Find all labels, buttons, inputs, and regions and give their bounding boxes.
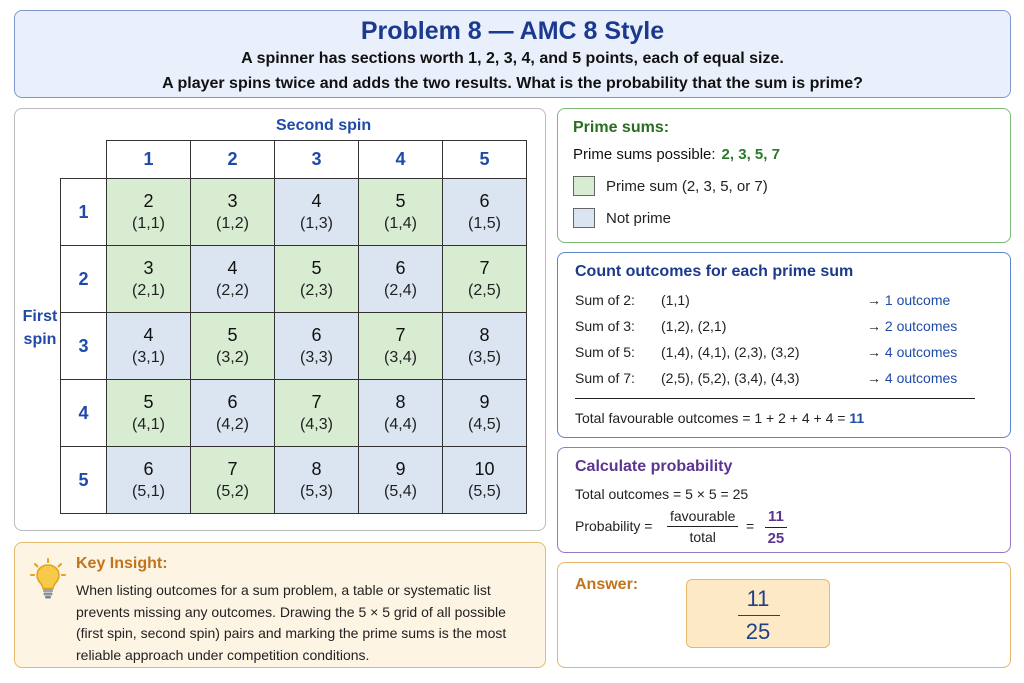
probability-result <box>765 508 787 547</box>
outcome-grid <box>60 140 527 514</box>
calculate-probability-title: Calculate probability <box>575 458 733 475</box>
grid-cell-prime <box>275 246 359 313</box>
cell-pair: (3,1) <box>132 349 165 366</box>
result-denominator: 25 <box>767 530 785 547</box>
cell-pair: (3,4) <box>384 349 417 366</box>
count-row-count: 4 outcomes <box>884 344 958 360</box>
second-spin-header-4: 4 <box>359 141 443 179</box>
cell-pair: (1,3) <box>300 215 333 232</box>
legend-prime-swatch <box>573 176 595 196</box>
cell-sum: 7 <box>395 325 406 345</box>
grid-cell-prime <box>107 380 191 447</box>
cell-sum: 7 <box>479 258 490 278</box>
total-favourable-value: 11 <box>849 410 865 426</box>
cell-sum: 8 <box>395 392 406 412</box>
cell-pair: (4,2) <box>216 416 249 433</box>
cell-pair: (1,2) <box>216 215 249 232</box>
count-row-pairs: (1,2), (2,1) <box>661 318 727 334</box>
grid-cell-not-prime <box>107 447 191 514</box>
grid-cell-prime <box>275 380 359 447</box>
answer-title: Answer: <box>575 576 639 593</box>
lightbulb-icon <box>30 558 66 600</box>
cell-sum: 9 <box>395 459 406 479</box>
cell-pair: (5,4) <box>384 483 417 500</box>
count-row-count: 2 outcomes <box>884 318 958 334</box>
prime-sums-possible-label: Prime sums possible: <box>573 146 716 163</box>
equals-sign: = <box>746 518 755 534</box>
grid-cell-not-prime <box>191 246 275 313</box>
second-spin-header-3: 3 <box>275 141 359 179</box>
grid-row <box>61 380 527 447</box>
answer-panel <box>557 562 1011 668</box>
grid-row <box>61 246 527 313</box>
grid-cell-not-prime <box>443 179 527 246</box>
grid-cell-not-prime <box>359 246 443 313</box>
arrow-icon: → <box>867 370 881 386</box>
grid-cell-not-prime <box>107 313 191 380</box>
grid-cell-not-prime <box>191 380 275 447</box>
cell-sum: 7 <box>311 392 322 412</box>
count-outcomes-title: Count outcomes for each prime sum <box>575 263 854 280</box>
total-outcomes: Total outcomes = 5 × 5 = 25 <box>575 486 749 502</box>
count-row-label: Sum of 2: <box>575 292 635 308</box>
cell-pair: (4,3) <box>300 416 333 433</box>
arrow-icon: → <box>867 318 881 334</box>
prime-sums-possible <box>573 146 780 163</box>
cell-sum: 3 <box>143 258 154 278</box>
cell-pair: (5,1) <box>132 483 165 500</box>
count-row-label: Sum of 7: <box>575 370 635 386</box>
cell-sum: 6 <box>311 325 322 345</box>
grid-cell-not-prime <box>359 447 443 514</box>
grid-corner <box>61 141 107 179</box>
cell-sum: 7 <box>227 459 238 479</box>
key-insight-title: Key Insight: <box>76 555 168 572</box>
second-spin-label: Second spin <box>276 117 372 134</box>
cell-sum: 10 <box>474 459 495 479</box>
problem-statement-line-1: A spinner has sections worth 1, 2, 3, 4, and 5 points, each of equal size. <box>241 50 784 67</box>
cell-sum: 4 <box>143 325 154 345</box>
cell-sum: 5 <box>311 258 322 278</box>
grid-cell-prime <box>107 179 191 246</box>
first-spin-header-1: 1 <box>61 179 107 246</box>
probability-label: Probability = <box>575 518 653 534</box>
cell-sum: 6 <box>227 392 238 412</box>
count-row-pairs: (2,5), (5,2), (3,4), (4,3) <box>661 370 800 386</box>
fraction-denominator-total: total <box>689 529 716 545</box>
arrow-icon: → <box>867 344 881 360</box>
legend-prime <box>573 176 768 196</box>
count-row-pairs: (1,4), (4,1), (2,3), (3,2) <box>661 344 800 360</box>
probability-fraction <box>667 508 738 545</box>
cell-sum: 6 <box>143 459 154 479</box>
prime-sums-values: 2, 3, 5, 7 <box>721 146 780 163</box>
prime-sums-title: Prime sums: <box>573 119 670 136</box>
cell-pair: (4,1) <box>132 416 165 433</box>
answer-fraction-bar <box>738 615 780 616</box>
grid-cell-not-prime <box>275 447 359 514</box>
arrow-icon: → <box>867 292 881 308</box>
grid-cell-not-prime <box>359 380 443 447</box>
first-spin-header-3: 3 <box>61 313 107 380</box>
cell-pair: (5,3) <box>300 483 333 500</box>
count-row-label: Sum of 5: <box>575 344 635 360</box>
cell-sum: 8 <box>311 459 322 479</box>
second-spin-header-1: 1 <box>107 141 191 179</box>
cell-pair: (3,2) <box>216 349 249 366</box>
cell-sum: 5 <box>395 191 406 211</box>
first-spin-label-line-2: spin <box>23 331 57 348</box>
first-spin-header-4: 4 <box>61 380 107 447</box>
second-spin-header-2: 2 <box>191 141 275 179</box>
legend-not-prime-label: Not prime <box>606 209 672 227</box>
grid-cell-not-prime <box>443 447 527 514</box>
grid-cell-prime <box>359 313 443 380</box>
total-favourable <box>575 410 864 426</box>
answer-box <box>686 579 830 648</box>
count-divider <box>575 398 975 399</box>
cell-sum: 4 <box>227 258 238 278</box>
cell-sum: 2 <box>143 191 154 211</box>
first-spin-label-line-1: First <box>22 308 58 325</box>
result-numerator: 11 <box>765 508 787 528</box>
cell-pair: (2,4) <box>384 282 417 299</box>
grid-cell-prime <box>191 313 275 380</box>
prime-sums-panel <box>557 108 1011 243</box>
count-row-label: Sum of 3: <box>575 318 635 334</box>
cell-pair: (2,1) <box>132 282 165 299</box>
grid-cell-prime <box>443 246 527 313</box>
grid-row <box>61 179 527 246</box>
grid-row <box>61 447 527 514</box>
cell-sum: 3 <box>227 191 238 211</box>
count-row-result <box>867 292 997 308</box>
cell-pair: (5,5) <box>468 483 501 500</box>
outcome-grid-panel <box>14 108 546 531</box>
legend-not-prime <box>573 208 671 228</box>
cell-pair: (5,2) <box>216 483 249 500</box>
problem-statement-line-2: A player spins twice and adds the two results. What is the probability that the sum is prime? <box>162 75 863 92</box>
fraction-numerator-favourable: favourable <box>667 508 738 527</box>
cell-sum: 9 <box>479 392 490 412</box>
problem-title: Problem 8 — AMC 8 Style <box>360 17 665 45</box>
calculate-probability-panel <box>557 447 1011 553</box>
grid-cell-not-prime <box>443 313 527 380</box>
grid-cell-not-prime <box>275 179 359 246</box>
count-row-result <box>867 370 997 386</box>
first-spin-header-5: 5 <box>61 447 107 514</box>
cell-pair: (2,2) <box>216 282 249 299</box>
grid-cell-prime <box>191 447 275 514</box>
cell-sum: 5 <box>227 325 238 345</box>
grid-cell-prime <box>107 246 191 313</box>
grid-cell-prime <box>359 179 443 246</box>
legend-prime-label: Prime sum (2, 3, 5, or 7) <box>606 177 768 195</box>
count-row-result <box>867 318 997 334</box>
cell-sum: 5 <box>143 392 154 412</box>
cell-pair: (4,5) <box>468 416 501 433</box>
problem-header <box>14 10 1011 98</box>
answer-numerator: 11 <box>746 586 770 611</box>
cell-pair: (3,3) <box>300 349 333 366</box>
count-outcomes-panel <box>557 252 1011 438</box>
cell-sum: 8 <box>479 325 490 345</box>
cell-sum: 6 <box>479 191 490 211</box>
key-insight-text: When listing outcomes for a sum problem, a table or systematic list prevents missing any outcomes. Drawing the 5 × 5 grid of all possible (first spin, second spin) pairs and marking the prime sums is the most reliable approach under competition conditions. <box>76 582 507 663</box>
key-insight-panel <box>14 542 546 668</box>
cell-pair: (3,5) <box>468 349 501 366</box>
first-spin-header-2: 2 <box>61 246 107 313</box>
cell-sum: 6 <box>395 258 406 278</box>
grid-cell-not-prime <box>443 380 527 447</box>
grid-row <box>61 313 527 380</box>
total-favourable-label: Total favourable outcomes = 1 + 2 + 4 + 4 = <box>575 410 846 426</box>
grid-cell-not-prime <box>275 313 359 380</box>
first-spin-label <box>20 305 60 351</box>
cell-pair: (2,3) <box>300 282 333 299</box>
answer-denominator: 25 <box>745 619 771 644</box>
second-spin-header-5: 5 <box>443 141 527 179</box>
cell-pair: (1,5) <box>468 215 501 232</box>
count-row-result <box>867 344 997 360</box>
legend-not-prime-swatch <box>573 208 595 228</box>
cell-pair: (1,4) <box>384 215 417 232</box>
cell-pair: (2,5) <box>468 282 501 299</box>
cell-sum: 4 <box>311 191 322 211</box>
cell-pair: (1,1) <box>132 215 165 232</box>
grid-cell-prime <box>191 179 275 246</box>
count-row-count: 1 outcome <box>884 292 951 308</box>
cell-pair: (4,4) <box>384 416 417 433</box>
count-row-pairs: (1,1) <box>661 292 690 308</box>
count-row-count: 4 outcomes <box>884 370 958 386</box>
